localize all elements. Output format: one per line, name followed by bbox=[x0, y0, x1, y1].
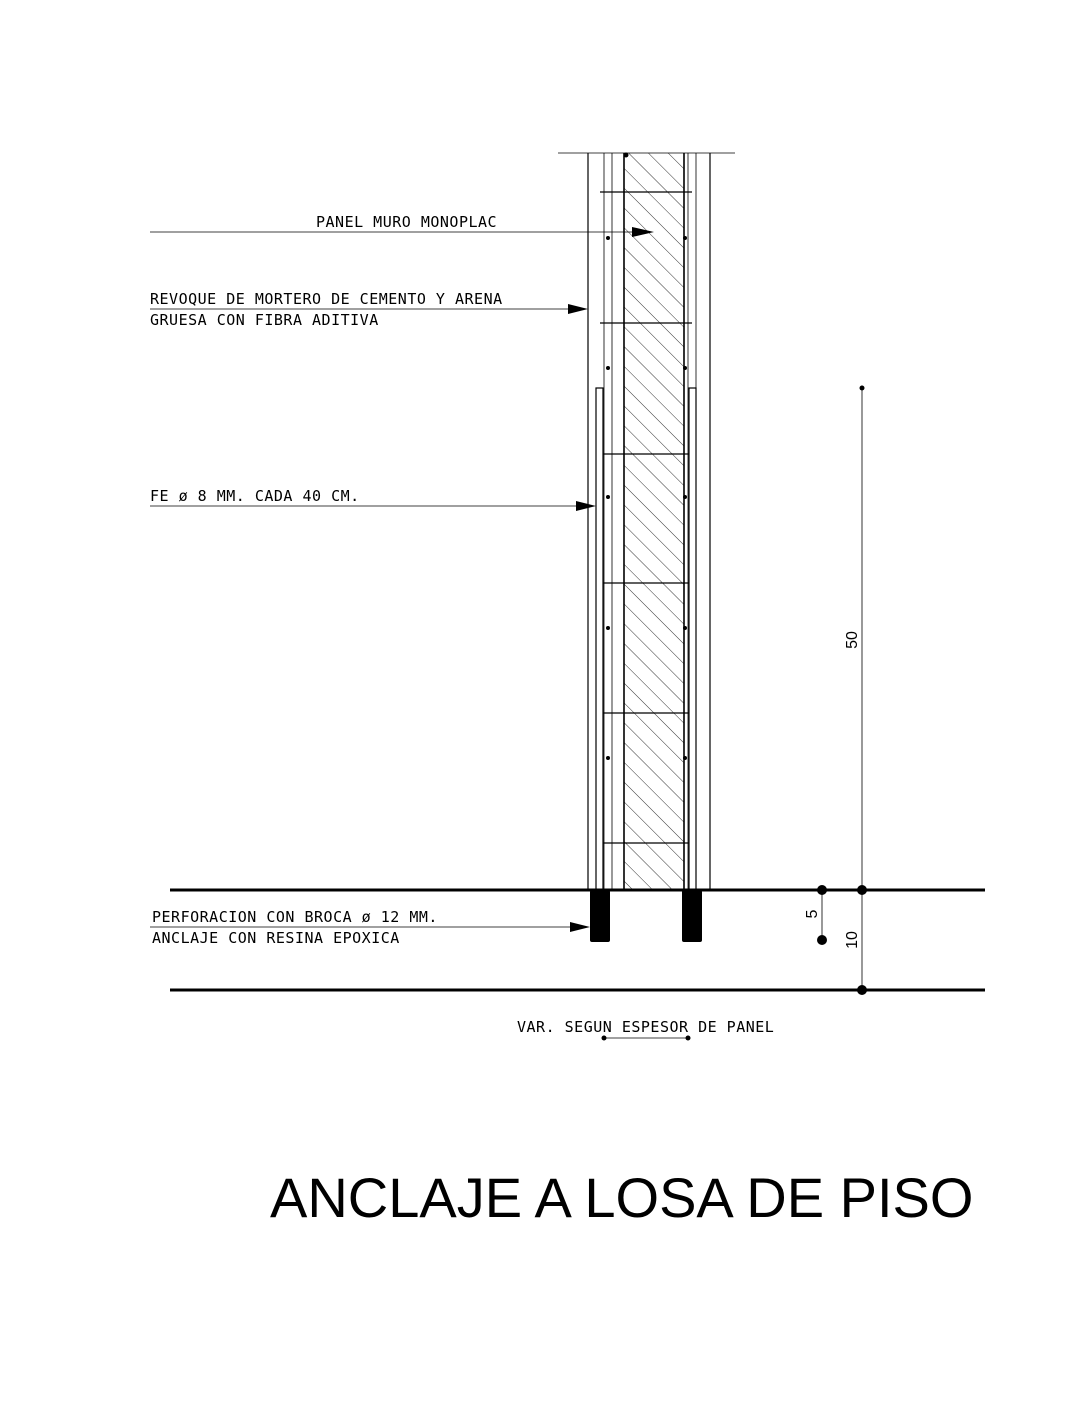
label-var: VAR. SEGUN ESPESOR DE PANEL bbox=[517, 1018, 775, 1036]
drawing-title: ANCLAJE A LOSA DE PISO bbox=[270, 1166, 974, 1229]
height-dimension bbox=[857, 386, 867, 996]
epoxy-anchors bbox=[590, 890, 702, 942]
panel-core bbox=[624, 153, 684, 890]
label-panel: PANEL MURO MONOPLAC bbox=[316, 213, 498, 231]
label-perforacion-line2: ANCLAJE CON RESINA EPOXICA bbox=[152, 929, 400, 947]
dim-height-label: 50 bbox=[844, 631, 861, 649]
dim-anchor-depth-label: 5 bbox=[804, 909, 821, 919]
panel-thickness-dimension bbox=[602, 1036, 691, 1041]
label-fe: FE ø 8 MM. CADA 40 CM. bbox=[150, 487, 360, 505]
label-perforacion-line1: PERFORACION CON BROCA ø 12 MM. bbox=[152, 908, 438, 926]
dim-slab-label: 10 bbox=[844, 931, 861, 949]
label-revoque-line1: REVOQUE DE MORTERO DE CEMENTO Y ARENA bbox=[150, 290, 503, 308]
label-revoque-line2: GRUESA CON FIBRA ADITIVA bbox=[150, 311, 379, 329]
